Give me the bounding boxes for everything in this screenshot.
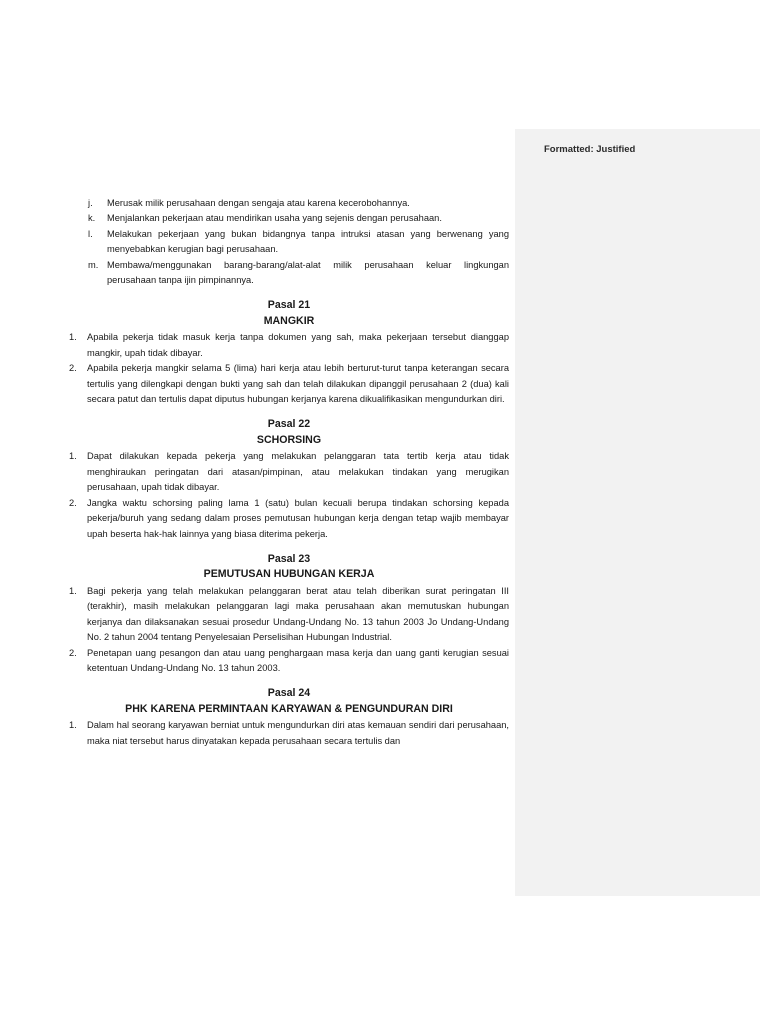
list-item [69, 646, 509, 677]
list-marker: m. [88, 259, 99, 270]
list-item [69, 584, 509, 646]
section-title: PHK KARENA PERMINTAAN KARYAWAN & PENGUNDURAN DIRI [125, 702, 453, 715]
list-marker: 1. [69, 332, 77, 343]
list-text: Dalam hal seorang karyawan berniat untuk mengundurkan diri atas kemauan sendiri dari perusahaan, maka niat tersebut harus dinyatakan kepada perusahaan secara tertulis dan [87, 720, 509, 746]
list-marker: 2. [69, 647, 77, 658]
list-text: Penetapan uang pesangon dan atau uang penghargaan masa kerja dan uang ganti kerugian sesuai ketentuan Undang-Undang No. 13 tahun 2003. [87, 647, 509, 673]
section-number: Pasal 23 [267, 552, 311, 565]
list-text: Bagi pekerja yang telah melakukan pelanggaran berat atau telah diberikan surat peringatan III (terakhir), masih melakukan pelanggaran lagi maka perusahaan akan memutuskan hubungan kerjanya dan dilaksanakan sesuai prosedur Undang-Undang No. 13 tahun 2003 Jo Undang-Undang No. 2 tahun 2004 tentang Penyelesaian Perselisihan Hubungan Industrial. [87, 585, 509, 643]
list-text: Melakukan pekerjaan yang bukan bidangnya tanpa intruksi atasan yang berwenang yang menyebabkan kerugian bagi perusahaan. [107, 228, 509, 255]
list-text: Dapat dilakukan kepada pekerja yang melakukan pelanggaran tata tertib kerja atau tidak menghiraukan peringatan dari atasan/pimpinan, atau melakukan tindakan yang merugikan perusahaan, upah tidak dibayar. [87, 451, 509, 493]
list-item [69, 718, 509, 749]
document-page [69, 196, 509, 749]
list-item [69, 496, 509, 542]
list-marker: 2. [69, 497, 77, 508]
list-text: Apabila pekerja mangkir selama 5 (lima) hari kerja atau lebih berturut-turut tanpa keterangan secara tertulis yang dilengkapi dengan bukti yang sah dan telah dilakukan dipanggil perusahaan 2 (dua) kali secara patut dan tertulis dapat diputus hubungan kerjanya karena dikualifikasikan mengundurkan diri. [87, 363, 509, 405]
section-pasal-24 [69, 686, 509, 749]
section-number: Pasal 24 [267, 687, 311, 700]
list-marker: k. [88, 213, 96, 224]
list-item [88, 258, 509, 289]
section-number: Pasal 21 [267, 299, 311, 312]
list-marker: j. [88, 198, 93, 208]
list-item [69, 361, 509, 407]
list-item [69, 330, 509, 361]
section-pasal-22 [69, 417, 509, 541]
list-item [69, 449, 509, 495]
section-title: SCHORSING [256, 433, 322, 446]
list-marker: 1. [69, 585, 77, 596]
list-text: Apabila pekerja tidak masuk kerja tanpa dokumen yang sah, maka pekerjaan tersebut dianggap mangkir, upah tidak dibayar. [87, 332, 509, 358]
list-item [88, 227, 509, 258]
comment-label: Formatted: Justified [544, 144, 636, 155]
section-title: MANGKIR [263, 314, 315, 327]
list-text: Jangka waktu schorsing paling lama 1 (satu) bulan kecuali berupa tindakan schorsing kepada pekerja/buruh yang sedang dalam proses pemutusan hubungan kerja dengan tetap wajib membayar upah beserta hak-hak lainnya yang biasa diterima pekerja. [87, 497, 509, 539]
list-item [88, 196, 509, 211]
list-text: Menjalankan pekerjaan atau mendirikan usaha yang sejenis dengan perusahaan. [107, 213, 442, 224]
list-marker: 1. [69, 451, 77, 462]
list-item [88, 211, 509, 226]
list-marker: 1. [69, 720, 77, 731]
list-text: Membawa/menggunakan barang-barang/alat-alat milik perusahaan keluar lingkungan perusahaan tanpa ijin pimpinannya. [107, 259, 509, 286]
section-title: PEMUTUSAN HUBUNGAN KERJA [203, 568, 375, 581]
comment-pane [515, 129, 760, 896]
top-list [69, 196, 509, 288]
list-marker: 2. [69, 363, 77, 374]
section-pasal-23 [69, 552, 509, 676]
list-text: Merusak milik perusahaan dengan sengaja atau karena kecerobohannya. [107, 198, 410, 208]
section-number: Pasal 22 [267, 418, 311, 431]
section-pasal-21 [69, 298, 509, 407]
list-marker: l. [88, 228, 93, 239]
